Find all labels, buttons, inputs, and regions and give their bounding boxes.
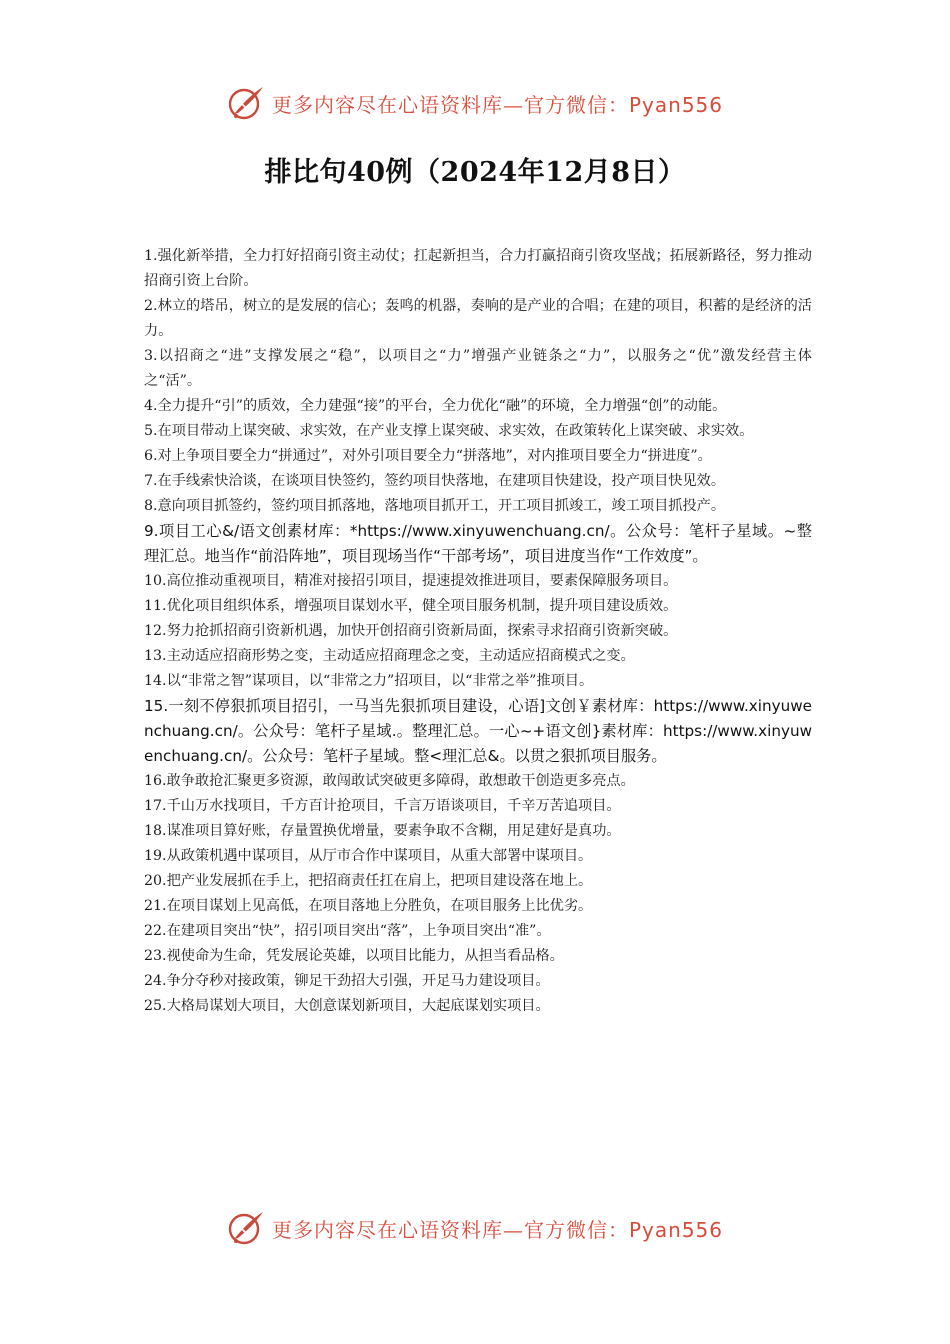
list-item: 12.努力抢抓招商引资新机遇，加快开创招商引资新局面，探索寻求招商引资新突破。 [144,623,678,639]
list-item: 5.在项目带动上谋突破、求实效，在产业支撑上谋突破、求实效，在政策转化上谋突破、求实效。 [144,423,754,439]
list-item: 23.视使命为生命，凭发展论英雄，以项目比能力，从担当看品格。 [144,948,564,964]
footer-watermark-banner [226,1208,723,1248]
list-item: 25.大格局谋划大项目，大创意谋划新项目，大起底谋划实项目。 [144,998,550,1014]
quill-logo-icon [226,83,266,123]
list-item: 17.千山万水找项目，千方百计抢项目，千言万语谈项目，千辛万苦追项目。 [144,798,621,814]
wechat-id: Pyan556 [629,92,724,117]
page-title: 排比句40例（2024年12月8日） [264,157,686,188]
list-item: 21.在项目谋划上见高低，在项目落地上分胜负，在项目服务上比优劣。 [144,898,593,914]
list-item: 4.全力提升“引”的质效，全力建强“接”的平台，全力优化“融”的环境，全力增强“创”的动能。 [144,398,727,414]
list-item: 20.把产业发展抓在手上，把招商责任扛在肩上，把项目建设落在地上。 [144,873,593,889]
list-item: 7.在手线索快洽谈，在谈项目快签约，签约项目快落地，在建项目快建设，投产项目快见效。 [144,473,726,489]
list-item: 18.谋准项目算好账，存量置换优增量，要素争取不含糊，用足建好是真功。 [144,823,621,839]
list-item: 19.从政策机遇中谋项目，从厅市合作中谋项目，从重大部署中谋项目。 [144,848,593,864]
list-item: 15.一刻不停狠抓项目招引，一马当先狠抓项目建设，心语]文创￥素材库：https://www.xinyuwenchuang.cn/。公众号：笔杆子星域.。整理汇总。一心~+语文创}素材库：https://www.xinyuwenchuang.cn/。公众号：笔杆子星域。整<理汇总&。以贯之狠抓项目服务。 [144,697,812,765]
list-item: 16.敢争敢抢汇聚更多资源，敢闯敢试突破更多障碍，敢想敢干创造更多亮点。 [144,773,635,789]
list-item: 3.以招商之“进”支撑发展之“稳”，以项目之“力”增强产业链条之“力”，以服务之“优”激发经营主体之“活”。 [144,348,812,389]
list-item: 6.对上争项目要全力“拼通过”，对外引项目要全力“拼落地”，对内推项目要全力“拼进度”。 [144,448,712,464]
wechat-id: Pyan556 [629,1217,724,1242]
banner-text: 更多内容尽在心语资料库—官方微信：Pyan556 [272,1217,724,1242]
list-item: 9.项目工心&/语文创素材库：*https://www.xinyuwenchuang.cn/。公众号：笔杆子星域。~整理汇总。地当作“前沿阵地”，项目现场当作“干部考场”，项目进度当作“工作效度”。 [144,522,812,565]
list-item: 11.优化项目组织体系，增强项目谋划水平，健全项目服务机制，提升项目建设质效。 [144,598,678,614]
header-watermark-banner [226,83,723,123]
list-item: 14.以“非常之智”谋项目，以“非常之力”招项目，以“非常之举”推项目。 [144,673,594,689]
list-item: 22.在建项目突出“快”，招引项目突出“落”，上争项目突出“准”。 [144,923,551,939]
list-item: 10.高位推动重视项目，精准对接招引项目，提速提效推进项目，要素保障服务项目。 [144,573,678,589]
quill-logo-icon [226,1208,266,1248]
list-item: 1.强化新举措，全力打好招商引资主动仗；扛起新担当，合力打赢招商引资攻坚战；拓展新路径，努力推动招商引资上台阶。 [144,248,812,289]
list-item: 8.意向项目抓签约，签约项目抓落地，落地项目抓开工，开工项目抓竣工，竣工项目抓投产。 [144,498,726,514]
list-item: 24.争分夺秒对接政策，铆足干劲招大引强，开足马力建设项目。 [144,973,550,989]
sentence-list [144,244,812,1019]
list-item: 2.林立的塔吊，树立的是发展的信心；轰鸣的机器，奏响的是产业的合唱；在建的项目，积蓄的是经济的活力。 [144,298,812,339]
banner-text: 更多内容尽在心语资料库—官方微信：Pyan556 [272,92,724,117]
list-item: 13.主动适应招商形势之变，主动适应招商理念之变，主动适应招商模式之变。 [144,648,635,664]
